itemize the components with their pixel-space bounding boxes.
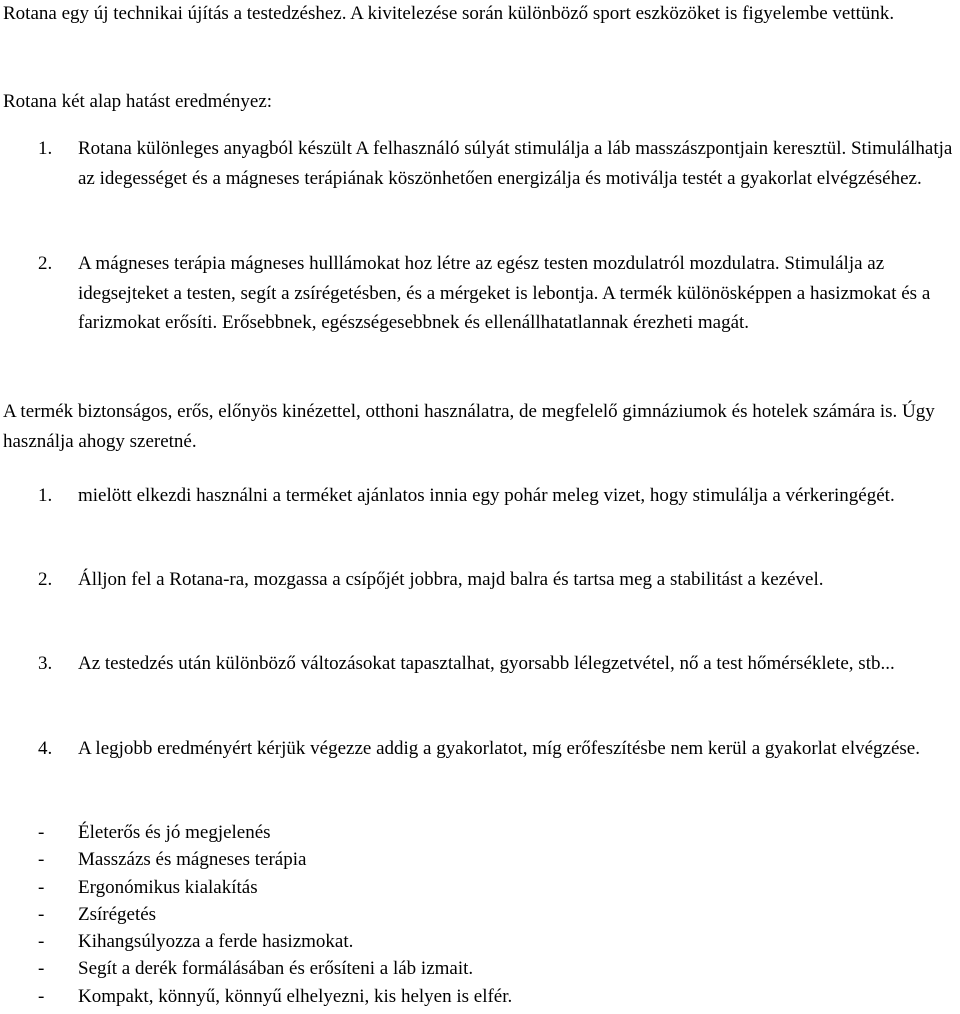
step-text: A legjobb eredményért kérjük végezze addig a gyakorlatot, míg erőfeszítésbe nem kerül a gyakorlat elvégzése. — [78, 738, 920, 759]
step-number: 3. — [38, 653, 53, 674]
benefit-item — [38, 901, 938, 928]
effects-heading: Rotana két alap hatást eredményez: — [3, 91, 273, 112]
step-number: 1. — [38, 485, 53, 506]
benefit-marker: - — [38, 931, 45, 953]
effect-number: 2. — [38, 253, 53, 274]
benefit-marker: - — [38, 903, 45, 925]
step-item-4 — [38, 734, 958, 764]
effect-number: 1. — [38, 138, 53, 159]
benefit-text: Masszázs és mágneses terápia — [78, 849, 307, 871]
step-text: Az testedzés után különböző változásokat tapasztalhat, gyorsabb lélegzetvétel, nő a test hőmérséklete, stb... — [78, 653, 895, 674]
benefit-item — [38, 928, 938, 955]
benefit-text: Ergonómikus kialakítás — [78, 876, 258, 898]
benefit-text: Kompakt, könnyű, könnyű elhelyezni, kis helyen is elfér. — [78, 985, 513, 1007]
benefit-text: Zsírégetés — [78, 903, 157, 925]
benefit-marker: - — [38, 822, 45, 843]
benefit-text: Életerős és jó megjelenés — [78, 822, 271, 843]
step-item-2 — [38, 565, 958, 595]
step-number: 4. — [38, 738, 53, 759]
benefit-marker: - — [38, 876, 45, 898]
benefit-item — [38, 874, 938, 901]
benefits-list — [38, 819, 938, 1010]
effect-text: A mágneses terápia mágneses hulllámokat hoz létre az egész testen mozdulatról mozdulatra. Stimulálja az idegsejteket a testen, segít a zsírégetésben, és a mérgeket is lebontja. A termék különösképpen a hasizmokat és a farizmokat erősíti. Erősebbnek, egészségesebbnek és ellenállhatatlannak érezheti magát. — [78, 253, 931, 333]
benefit-item — [38, 983, 938, 1010]
benefit-item — [38, 846, 938, 873]
intro-paragraph: Rotana egy új technikai újítás a testedzéshez. A kivitelezése során különböző sport eszközöket is figyelembe vettünk. — [3, 3, 895, 24]
benefit-item — [38, 955, 938, 982]
benefit-item — [38, 819, 938, 846]
effect-text: Rotana különleges anyagból készült A felhasználó súlyát stimulálja a láb masszászpontjain keresztül. Stimulálhatja az idegességet és a mágneses terápiának köszönhetően energizálja és motiválja testét a gyakorlat elvégzéséhez. — [78, 138, 953, 189]
step-number: 2. — [38, 569, 53, 590]
benefit-text: Segít a derék formálásában és erősíteni a láb izmait. — [78, 958, 474, 980]
step-item-3 — [38, 649, 958, 679]
benefit-marker: - — [38, 849, 45, 871]
benefit-marker: - — [38, 985, 45, 1007]
benefit-marker: - — [38, 958, 45, 980]
effect-item-2 — [38, 249, 958, 338]
step-text: mielött elkezdi használni a terméket ajánlatos innia egy pohár meleg vizet, hogy stimulálja a vérkeringégét. — [78, 485, 895, 506]
safety-paragraph: A termék biztonságos, erős, előnyös kinézettel, otthoni használatra, de megfelelő gimnáziumok és hotelek számára is. Úgy használja ahogy szeretné. — [3, 401, 935, 452]
benefit-text: Kihangsúlyozza a ferde hasizmokat. — [78, 931, 354, 953]
step-item-1 — [38, 481, 958, 511]
step-text: Álljon fel a Rotana-ra, mozgassa a csípőjét jobbra, majd balra és tartsa meg a stabilitást a kezével. — [78, 569, 824, 590]
effect-item-1 — [38, 134, 958, 193]
